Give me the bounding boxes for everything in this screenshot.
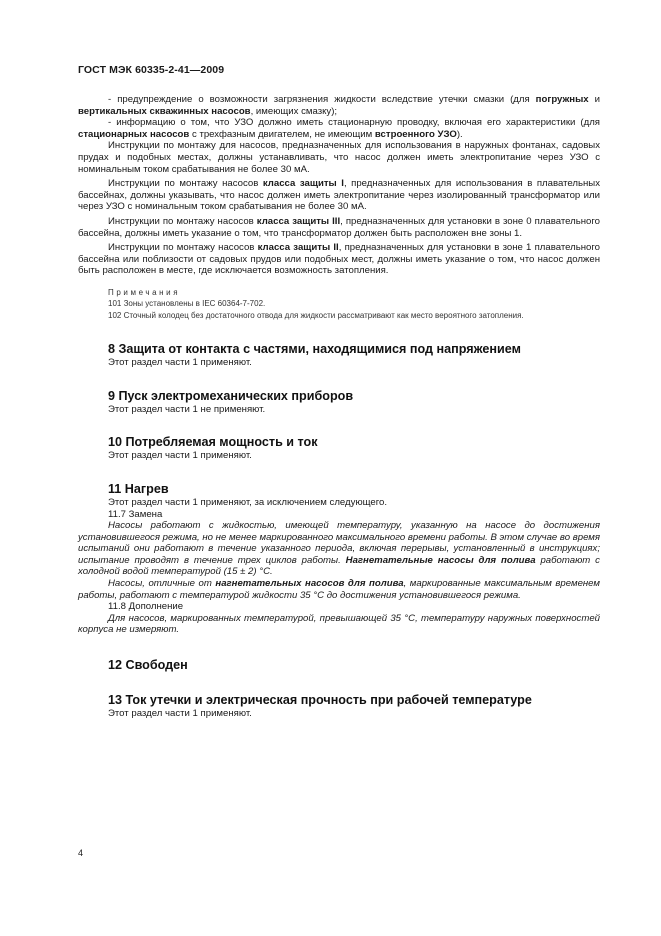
text: Инструкции по монтажу насосов bbox=[108, 242, 258, 254]
text: Инструкции по монтажу насосов bbox=[108, 215, 257, 227]
text: Инструкции по монтажу насосов bbox=[108, 178, 263, 190]
term: класса защиты II bbox=[257, 242, 339, 254]
text: ). bbox=[456, 128, 463, 140]
section-12-heading: 12 Свободен bbox=[108, 658, 188, 673]
section-13-body: Этот раздел части 1 применяют. bbox=[108, 708, 252, 720]
text: Насосы, отличные от bbox=[108, 578, 216, 590]
section-11-body: Этот раздел части 1 применяют, за исключением следующего. bbox=[108, 496, 388, 508]
paragraph-11-7-other bbox=[78, 578, 600, 601]
section-9-body: Этот раздел части 1 не применяют. bbox=[108, 403, 266, 415]
term: стационарных насосов bbox=[78, 128, 190, 140]
term: класса защиты III bbox=[256, 215, 341, 227]
term: погружных bbox=[535, 94, 589, 105]
term: Нагнетательные насосы для полива bbox=[345, 554, 536, 566]
text: - предупреждение о возможности загрязнения жидкости вследствие утечки смазки (для bbox=[108, 94, 536, 105]
paragraph-fountain-instructions: Инструкции по монтажу для насосов, предназначенных для использования в наружных фонтанах, садовых прудах и подобных местах, должны устанавливать, что насос должен иметь электропитание через УЗО с номинальным током срабатывания не более 30 мА. bbox=[78, 140, 600, 175]
term: нагнетательных насосов для полива bbox=[215, 578, 404, 590]
text: , предназначенных для использования в плавательных бассейнах, должны указывать, что насос должен иметь электропитание через изолированный трансформатор или через УЗО с номинальным током срабатывания не более 30 мА. bbox=[78, 178, 600, 213]
paragraph-class-i bbox=[78, 178, 600, 213]
notes-title: Примечания bbox=[108, 287, 181, 297]
text: , имеющих смазку); bbox=[250, 105, 338, 117]
text: , маркированные максимальным временем работы, работают с температурой жидкости 35 °С до достижения установившегося режима. bbox=[78, 578, 600, 601]
term: вертикальных скважинных насосов bbox=[78, 105, 251, 117]
text: , предназначенных для установки в зоне 1 плавательного бассейна или поблизости от садовых прудов или подобных мест, должны иметь указание о том, что насос должен быть расположен в месте, где исключается возможность затопления. bbox=[78, 242, 600, 277]
section-8-heading: 8 Защита от контакта с частями, находящимися под напряжением bbox=[108, 342, 521, 357]
subsection-11-7: 11.7 Замена bbox=[108, 508, 163, 520]
section-10-heading: 10 Потребляемая мощность и ток bbox=[108, 435, 318, 450]
section-11-heading: 11 Нагрев bbox=[108, 481, 169, 496]
paragraph-11-7-test bbox=[78, 520, 600, 578]
text: с трехфазным двигателем, не имеющим bbox=[189, 128, 375, 140]
section-10-body: Этот раздел части 1 применяют. bbox=[108, 450, 252, 462]
subsection-11-8: 11.8 Дополнение bbox=[108, 601, 184, 613]
section-13-heading: 13 Ток утечки и электрическая прочность при рабочей температуре bbox=[108, 693, 532, 708]
paragraph-11-8: Для насосов, маркированных температурой, превышающей 35 °С, температуру наружных поверхностей корпуса не измеряют. bbox=[78, 612, 600, 636]
note-101: 101 Зоны установлены в IEC 60364-7-702. bbox=[108, 299, 266, 309]
section-9-heading: 9 Пуск электромеханических приборов bbox=[108, 388, 354, 403]
running-header: ГОСТ МЭК 60335-2-41—2009 bbox=[78, 64, 225, 76]
paragraph-class-iii bbox=[78, 216, 600, 239]
text: , предназначенных для установки в зоне 0 плавательного бассейна, должны иметь указание о том, что трансформатор должен быть расположен вне зоны 1. bbox=[78, 215, 600, 239]
page-content bbox=[78, 94, 600, 720]
paragraph-rcd-info bbox=[78, 117, 600, 140]
text: работают с холодной водой температурой (15 ± 2) °С. bbox=[78, 554, 600, 578]
term: встроенного УЗО bbox=[374, 128, 457, 140]
notes-block bbox=[78, 287, 600, 321]
paragraph-lubricant-warning bbox=[78, 94, 600, 117]
text: - информацию о том, что УЗО должно иметь стационарную проводку, включая его характеристики (для bbox=[108, 117, 600, 129]
page-number: 4 bbox=[78, 848, 84, 858]
text: и bbox=[588, 94, 600, 105]
note-102: 102 Сточный колодец без достаточного отвода для жидкости рассматривают как место вероятного затопления. bbox=[108, 310, 524, 320]
paragraph-class-ii bbox=[78, 242, 600, 277]
text: Насосы работают с жидкостью, имеющей температуру, указанную на насосе до достижения установившегося режима, но не менее маркированного максимального времени работы. В этом случае во время испытаний они работают в течение указанного периода, включая перерывы, установленный в инструкциях; испытание проводят в течение трех циклов работы. bbox=[78, 520, 600, 566]
term: класса защиты I bbox=[262, 178, 344, 190]
section-8-body: Этот раздел части 1 применяют. bbox=[108, 357, 252, 369]
